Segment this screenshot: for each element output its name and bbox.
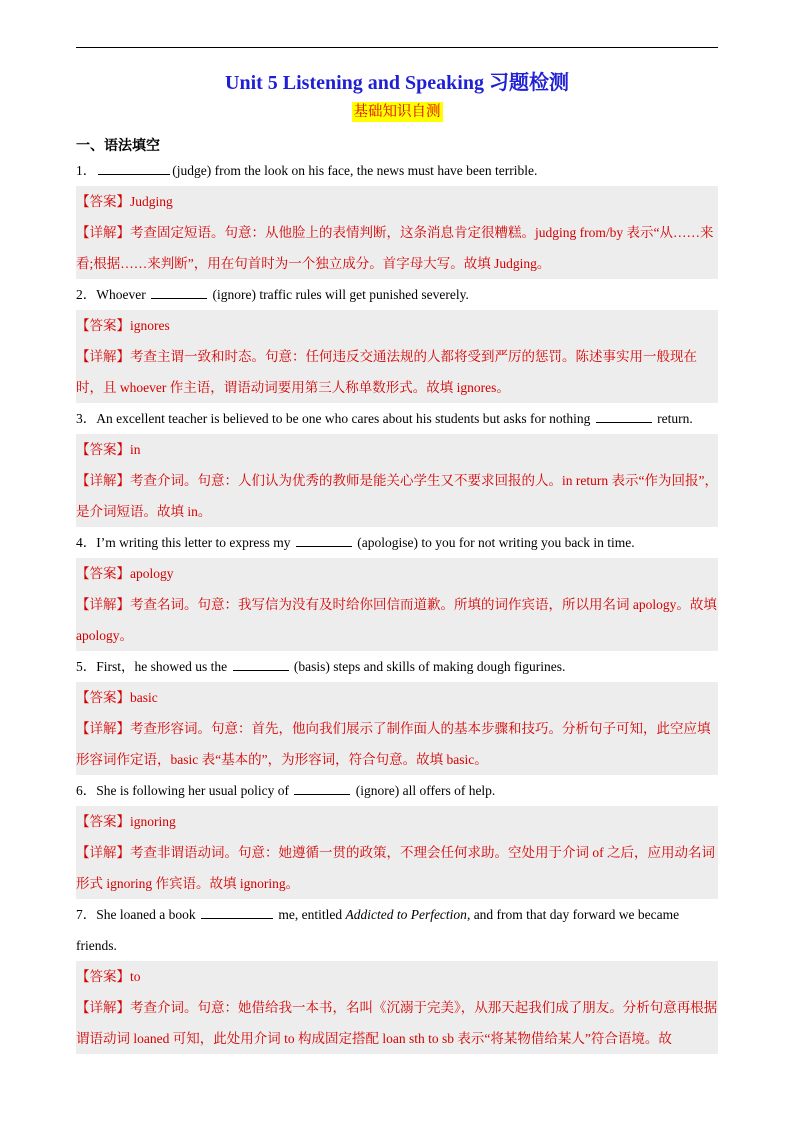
explanation: 【详解】考查介词。句意：人们认为优秀的教师是能关心学生又不要求回报的人。in return 表示“作为回报”，是介词短语。故填 in。 [76, 473, 718, 519]
question-number: 1． [76, 163, 97, 178]
explanation: 【详解】考查固定短语。句意：从他脸上的表情判断，这条消息肯定很糟糕。judging from/by 表示“从……来看;根据……来判断”，用在句首时为一个独立成分。首字母大写。故填 Judging。 [76, 225, 714, 271]
answer-line: 【答案】ignores [76, 318, 170, 333]
page-title: Unit 5 Listening and Speaking 习题检测 [225, 72, 569, 94]
question-text [76, 651, 718, 682]
question-post: , and from that day forward we became friends. [76, 907, 680, 953]
explanation: 【详解】考查非谓语动词。句意：她遵循一贯的政策，不理会任何求助。空处用于介词 of 之后，应用动名词形式 ignoring 作宾语。故填 ignoring。 [76, 845, 715, 891]
question-text [76, 403, 718, 434]
answer-line: 【答案】to [76, 969, 141, 984]
subtitle-wrap [0, 102, 794, 122]
question-pre: First，he showed us the [96, 659, 228, 674]
question-post: (apologise) to you for not writing you back in time. [357, 535, 635, 550]
question-post: (ignore) traffic rules will get punished severely. [212, 287, 469, 302]
answer-line: 【答案】Judging [76, 194, 173, 209]
answer-box [76, 186, 718, 279]
question-number: 4． [76, 535, 97, 550]
question-post: (ignore) all offers of help. [355, 783, 496, 798]
answer-box [76, 558, 718, 651]
answer-blank [596, 408, 652, 423]
answer-line: 【答案】ignoring [76, 814, 176, 829]
question-number: 5． [76, 659, 97, 674]
question-text [76, 899, 718, 961]
answer-blank [151, 284, 207, 299]
question-pre: Whoever [96, 287, 146, 302]
question-number: 3． [76, 411, 97, 426]
explanation: 【详解】考查介词。句意：她借给我一本书，名叫《沉溺于完美》，从那天起我们成了朋友。分析句意再根据谓语动词 loaned 可知，此处用介词 to 构成固定搭配 loan sth to sb 表示“将某物借给某人”符合语境。故 [76, 1000, 718, 1046]
question-number: 6． [76, 783, 97, 798]
question-text [76, 279, 718, 310]
answer-box [76, 310, 718, 403]
question-pre: I’m writing this letter to express my [96, 535, 291, 550]
question-text [76, 527, 718, 558]
answer-blank [296, 532, 352, 547]
question-post: (basis) steps and skills of making dough figurines. [293, 659, 566, 674]
question-item [76, 403, 718, 527]
question-pre: An excellent teacher is believed to be one who cares about his students but asks for nothing [96, 411, 591, 426]
question-post: (judge) from the look on his face, the news must have been terrible. [172, 163, 538, 178]
answer-line: 【答案】apology [76, 566, 174, 581]
question-number: 2． [76, 287, 97, 302]
page-subtitle: 基础知识自测 [353, 104, 441, 120]
question-item [76, 279, 718, 403]
explanation: 【详解】考查名词。句意：我写信为没有及时给你回信而道歉。所填的词作宾语，所以用名词 apology。故填 apology。 [76, 597, 717, 643]
question-item [76, 155, 718, 279]
answer-box [76, 806, 718, 899]
book-title: Addicted to Perfection [345, 907, 467, 922]
question-item [76, 651, 718, 775]
answer-blank [294, 780, 350, 795]
question-mid: me, entitled [278, 907, 346, 922]
question-number: 7． [76, 907, 97, 922]
answer-blank [201, 904, 273, 919]
question-item [76, 775, 718, 899]
question-pre: She is following her usual policy of [96, 783, 289, 798]
answer-blank [233, 656, 289, 671]
question-post: return. [657, 411, 693, 426]
explanation: 【详解】考查主谓一致和时态。句意：任何违反交通法规的人都将受到严厉的惩罚。陈述事实用一般现在时，且 whoever 作主语，谓语动词要用第三人称单数形式。故填 ignores。 [76, 349, 697, 395]
header-rule [76, 47, 718, 48]
explanation: 【详解】考查形容词。句意：首先，他向我们展示了制作面人的基本步骤和技巧。分析句子可知，此空应填形容词作定语，basic 表“基本的”，为形容词，符合句意。故填 basic。 [76, 721, 711, 767]
section-title: 一、语法填空 [76, 139, 160, 154]
question-item [76, 899, 718, 1054]
question-pre: She loaned a book [96, 907, 196, 922]
answer-blank [98, 160, 170, 175]
answer-line: 【答案】in [76, 442, 141, 457]
question-list [76, 155, 718, 1054]
answer-box [76, 434, 718, 527]
question-text [76, 775, 718, 806]
question-text [76, 155, 718, 186]
answer-box [76, 682, 718, 775]
answer-box [76, 961, 718, 1054]
question-item [76, 527, 718, 651]
answer-line: 【答案】basic [76, 690, 158, 705]
